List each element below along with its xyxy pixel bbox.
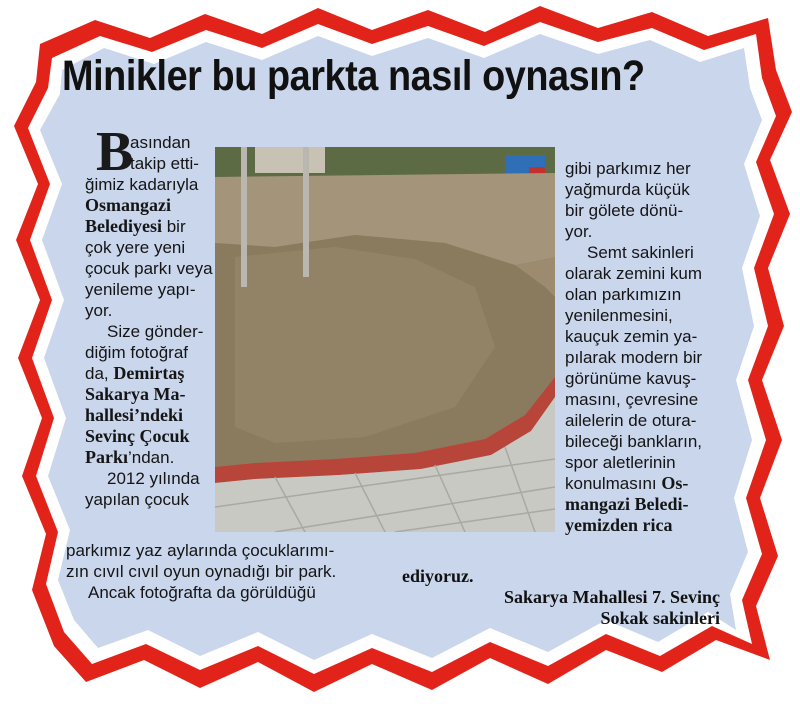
right-column-line: görünüme kavuş- xyxy=(565,369,697,388)
right-column-line: olan parkımızın xyxy=(565,285,682,304)
left-column-line: yapılan çocuk xyxy=(85,490,189,509)
bottom-column-line: Ancak fotoğrafta da görüldüğü xyxy=(88,583,316,602)
left-column-line: hallesi’ndeki xyxy=(85,405,184,425)
signature-block xyxy=(504,587,720,629)
left-column-line: ğimiz kadarıyla xyxy=(85,175,199,194)
photo-building xyxy=(255,147,325,173)
left-column-line: takip etti- xyxy=(130,154,199,173)
right-column-line: gibi parkımız her xyxy=(565,159,691,178)
bottom-column-line: parkımız yaz aylarında çocuklarımı- xyxy=(66,541,335,560)
headline: Minikler bu parkta nasıl oynasın? xyxy=(62,52,645,100)
left-column-line: 2012 yılında xyxy=(107,469,200,488)
left-column-line: Size gönder- xyxy=(107,322,204,341)
signature-line: Sakarya Mahallesi 7. Sevinç xyxy=(503,587,720,607)
bottom-column-text xyxy=(66,540,396,603)
left-column-line: çok yere yeni xyxy=(85,238,186,257)
right-column-line: yor. xyxy=(565,222,593,241)
right-column-line: bileceği bankların, xyxy=(565,432,703,451)
left-column-line: Sakarya Ma- xyxy=(85,384,186,404)
right-column-text xyxy=(565,158,740,536)
right-column-line: Semt sakinleri xyxy=(587,243,694,262)
right-column-line: olarak zemini kum xyxy=(565,264,702,283)
right-column-line: yenilenmesini, xyxy=(565,306,673,325)
left-column-line: diğim fotoğraf xyxy=(85,343,188,362)
left-column-line: çocuk parkı veya xyxy=(85,259,213,278)
right-column-line: pılarak modern bir xyxy=(565,348,703,367)
left-column-line: yenileme yapı- xyxy=(85,280,196,299)
right-column-line: spor aletlerinin xyxy=(565,453,676,472)
right-column-line: yemizden rica xyxy=(565,515,673,535)
drop-cap: B xyxy=(96,121,134,183)
left-column-line: da, Demirtaş xyxy=(85,363,185,383)
left-column-line: Belediyesi bir xyxy=(85,216,186,236)
left-column-line: Sevinç Çocuk xyxy=(85,426,190,446)
right-column-line: ailelerin de otura- xyxy=(565,411,697,430)
signature-line: Sokak sakinleri xyxy=(600,608,720,628)
park-puddle-photo xyxy=(215,147,555,532)
right-column-line: mangazi Beledi- xyxy=(565,494,689,514)
photo-pole-right xyxy=(303,147,309,277)
left-column-line: asından xyxy=(130,133,191,152)
right-column-line: konulmasını Os- xyxy=(565,473,689,493)
right-column-line: masını, çevresine xyxy=(565,390,699,409)
right-column-line: bir gölete dönü- xyxy=(565,201,684,220)
signature-ediyoruz: ediyoruz. xyxy=(402,566,474,586)
bottom-column-line: zın cıvıl cıvıl oyun oynadığı bir park. xyxy=(66,562,337,581)
left-column-line: Osmangazi xyxy=(85,195,172,215)
right-column-line: yağmurda küçük xyxy=(565,180,690,199)
right-column-line: kauçuk zemin ya- xyxy=(565,327,698,346)
left-column-line: Parkı’ndan. xyxy=(85,447,175,467)
photo-pole-left xyxy=(241,147,247,287)
left-column-text xyxy=(85,132,235,510)
left-column-line: yor. xyxy=(85,301,113,320)
